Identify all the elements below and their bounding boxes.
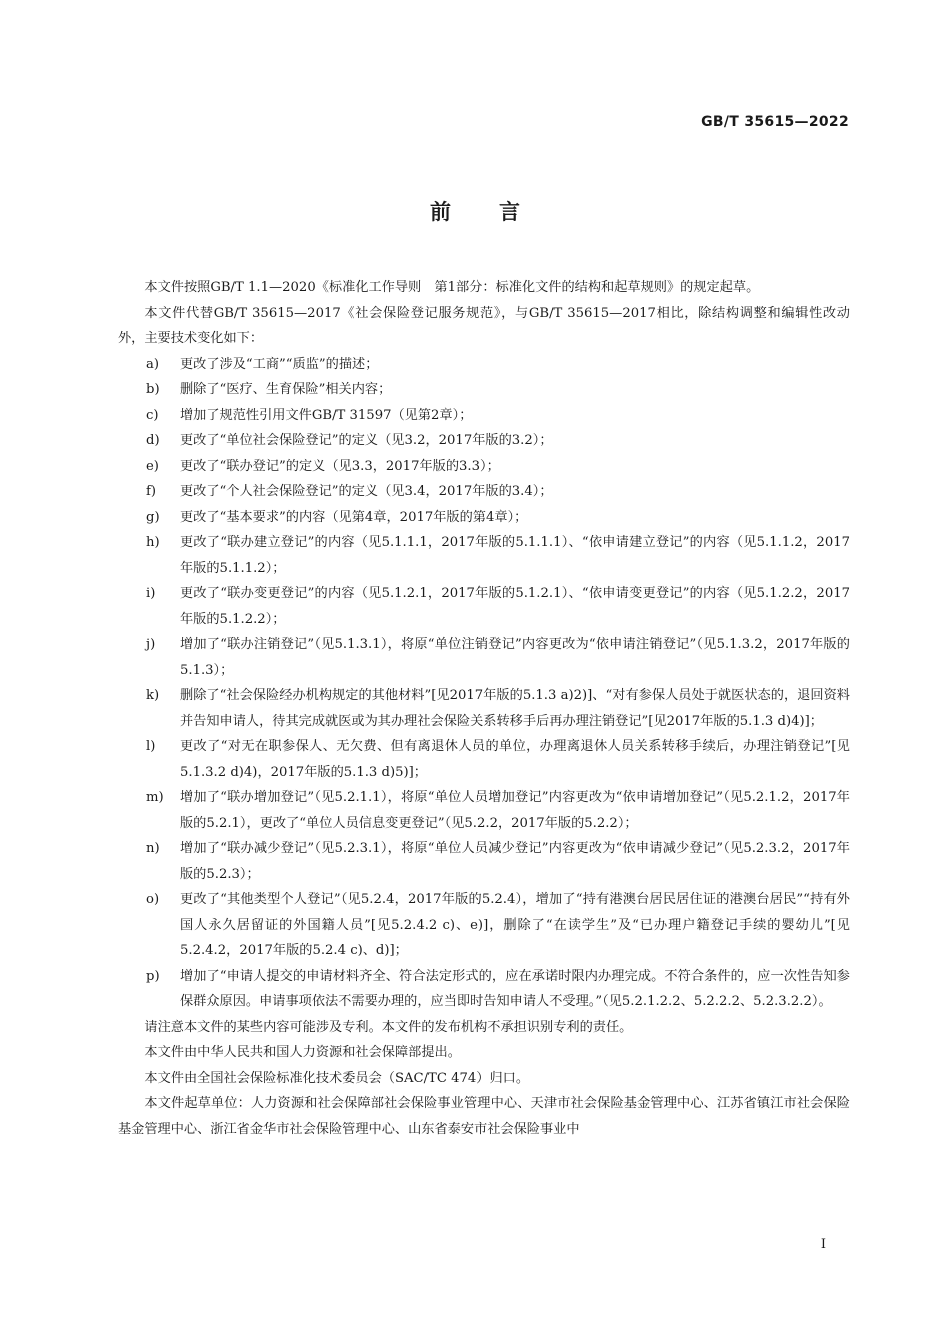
list-item-text: 增加了“联办增加登记”（见5.2.1.1），将原“单位人员增加登记”内容更改为“依申请增加登记”（见5.2.1.2，2017年版的5.2.1），更改了“单位人员信息变更登记”（见5.2.2，2017年版的5.2.2）； (180, 790, 850, 831)
list-item (118, 377, 850, 403)
list-item (118, 428, 850, 454)
list-item (118, 964, 850, 1015)
proposer-paragraph: 本文件由中华人民共和国人力资源和社会保障部提出。 (144, 1045, 461, 1060)
page-number: I (820, 1237, 826, 1252)
patent-notice: 请注意本文件的某些内容可能涉及专利。本文件的发布机构不承担识别专利的责任。 (144, 1019, 633, 1035)
list-item-text: 更改了“单位社会保险登记”的定义（见3.2，2017年版的3.2）； (180, 433, 553, 448)
list-marker: e) (146, 458, 159, 474)
list-marker: c) (146, 407, 159, 423)
list-marker: o) (146, 892, 160, 907)
intro-paragraph: 本文件按照GB/T 1.1—2020《标准化工作导则 第1部分：标准化文件的结构和起草规则》的规定起草。 (144, 280, 760, 295)
foreword-body (118, 275, 850, 1142)
list-item (118, 683, 850, 734)
list-item-text: 更改了“联办建立登记”的内容（见5.1.1.1，2017年版的5.1.1.1）、“依申请建立登记”的内容（见5.1.1.2，2017年版的5.1.1.2）； (180, 535, 850, 576)
changes-list (118, 352, 850, 1015)
list-item-text: 更改了“对无在职参保人、无欠费、但有离退休人员的单位，办理离退休人员关系转移手续后，办理注销登记”[见5.1.3.2 d)4)，2017年版的5.1.3 d)5)]； (180, 739, 850, 780)
list-marker: h) (146, 535, 160, 550)
list-item-text: 更改了“其他类型个人登记”（见5.2.4，2017年版的5.2.4），增加了“持有港澳台居民居住证的港澳台居民”“持有外国人永久居留证的外国籍人员”[见5.2.4.2 c)、e)]，删除了“在读学生”及“已办理户籍登记手续的婴幼儿”[见5.2.4.2，2017年版的5.2.4 c)、d)]； (180, 892, 850, 958)
list-item (118, 632, 850, 683)
list-item (118, 785, 850, 836)
list-item (118, 505, 850, 531)
list-marker: j) (146, 637, 156, 652)
list-marker: b) (146, 382, 160, 397)
list-marker: a) (146, 356, 160, 372)
list-item (118, 454, 850, 480)
list-item-text: 增加了规范性引用文件GB/T 31597（见第2章）； (180, 407, 473, 423)
list-item-text: 增加了“申请人提交的申请材料齐全、符合法定形式的，应在承诺时限内办理完成。不符合条件的，应一次性告知参保群众原因。申请事项依法不需要办理的，应当即时告知申请人不受理。”（见5.2.1.2.2、5.2.2.2、5.2.3.2.2）。 (180, 968, 850, 1009)
standard-code: GB/T 35615—2022 (701, 114, 849, 130)
list-item-text: 增加了“联办减少登记”（见5.2.3.1），将原“单位人员减少登记”内容更改为“依申请减少登记”（见5.2.3.2，2017年版的5.2.3）； (180, 841, 850, 882)
list-item-text: 增加了“联办注销登记”（见5.1.3.1），将原“单位注销登记”内容更改为“依申请注销登记”（见5.1.3.2，2017年版的5.1.3）； (180, 637, 850, 678)
list-item (118, 530, 850, 581)
list-marker: l) (146, 739, 156, 754)
intro-paragraph: 本文件代替GB/T 35615—2017《社会保险登记服务规范》，与GB/T 35615—2017相比，除结构调整和编辑性改动外，主要技术变化如下： (118, 305, 850, 346)
list-item (118, 581, 850, 632)
list-item (118, 836, 850, 887)
list-marker: m) (146, 790, 164, 805)
list-marker: n) (146, 841, 160, 856)
list-marker: d) (146, 433, 160, 448)
list-marker: f) (146, 484, 157, 499)
committee-paragraph: 本文件由全国社会保险标准化技术委员会（SAC/TC 474）归口。 (144, 1070, 530, 1086)
list-item (118, 352, 850, 378)
list-item-text: 删除了“社会保险经办机构规定的其他材料”[见2017年版的5.1.3 a)2)]、“对有参保人员处于就医状态的，退回资料并告知申请人，待其完成就医或为其办理社会保险关系转移手后再办理注销登记”[见2017年版的5.1.3 d)4)]； (180, 688, 850, 729)
page-title: 前言 (430, 200, 568, 224)
list-item (118, 887, 850, 964)
list-item (118, 403, 850, 429)
list-marker: g) (146, 509, 160, 525)
list-item-text: 更改了“联办登记”的定义（见3.3，2017年版的3.3）； (180, 458, 500, 474)
list-item (118, 734, 850, 785)
list-item-text: 更改了“联办变更登记”的内容（见5.1.2.1，2017年版的5.1.2.1）、“依申请变更登记”的内容（见5.1.2.2，2017年版的5.1.2.2）； (180, 586, 850, 627)
drafting-units-paragraph: 本文件起草单位：人力资源和社会保障部社会保险事业管理中心、天津市社会保险基金管理中心、江苏省镇江市社会保险基金管理中心、浙江省金华市社会保险管理中心、山东省泰安市社会保险事业中 (118, 1096, 850, 1137)
list-item (118, 479, 850, 505)
list-item-text: 更改了“基本要求”的内容（见第4章，2017年版的第4章）； (180, 509, 528, 525)
list-marker: k) (146, 688, 160, 703)
list-item-text: 更改了“个人社会保险登记”的定义（见3.4，2017年版的3.4）； (180, 484, 553, 499)
list-item-text: 删除了“医疗、生育保险”相关内容； (180, 382, 392, 397)
list-marker: i) (146, 586, 156, 601)
list-marker: p) (146, 968, 160, 984)
list-item-text: 更改了涉及“工商”“质监”的描述； (180, 356, 379, 372)
